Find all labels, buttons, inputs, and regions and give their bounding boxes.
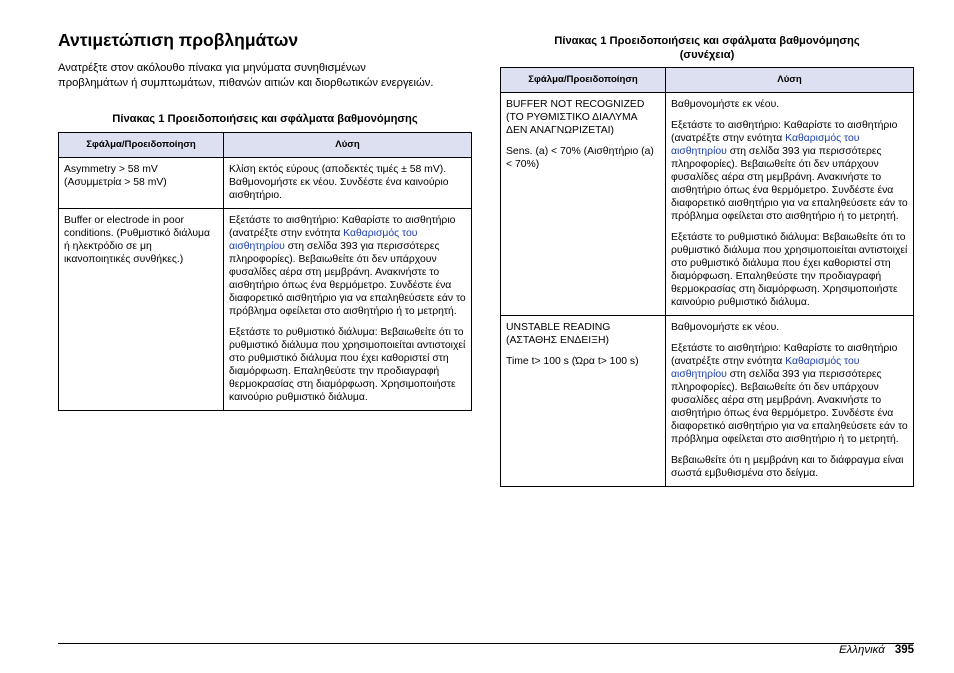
error-cell (501, 316, 666, 487)
solution-text: Εξετάστε το ρυθμιστικό διάλυμα: Βεβαιωθείτε ότι το ρυθμιστικό διάλυμα που χρησιμοποιείται αντιστοιχεί στο ρυθμιστικό διάλυμα που έχει καθοριστεί στη διαμόρφωση. Επαληθεύστε την προδιαγραφή θερμοκρασίας στη διαμόρφωση. Χρησιμοποιήστε καινούριο ρυθμιστικό διάλυμα. (671, 232, 908, 308)
intro-paragraph: Ανατρέξτε στον ακόλουθο πίνακα για μηνύματα συνηθισμένων προβλημάτων ή συμπτωμάτων, πιθανών αιτιών και διορθωτικών ενεργειών. (58, 62, 434, 89)
solution-cell (666, 93, 914, 316)
table-caption-right (500, 34, 914, 62)
solution-text: Κλίση εκτός εύρους (αποδεκτές τιμές ± 58 mV). Βαθμονομήστε εκ νέου. Συνδέστε ένα καινούριο αισθητήριο. (229, 164, 449, 201)
footer-divider (58, 643, 914, 644)
solution-paragraph (671, 119, 908, 223)
solution-text: Βαθμονομήστε εκ νέου. (671, 322, 780, 333)
table-header-row (59, 133, 472, 158)
solution-text: Βαθμονομήστε εκ νέου. (671, 99, 780, 110)
solution-text: στη σελίδα 393 για περισσότερες πληροφορίες). Βεβαιωθείτε ότι δεν υπάρχουν φυσαλίδες αέρα στη μεμβράνη. Ανακινήστε το αισθητήριο όπως ένα θερμόμετρο. Συνδέστε ένα διαφορετικό αισθητήριο για να επαληθεύσετε εάν το πρόβλημα οφείλεται στο αισθητήριο ή το μετρητή. (671, 369, 908, 445)
solution-text: Βεβαιωθείτε ότι η μεμβράνη και το διάφραγμα είναι σωστά εμβυθισμένα στο δείγμα. (671, 455, 904, 479)
solution-text: Εξετάστε το αισθητήριο: Καθαρίστε το αισθητήριο (ανατρέξτε στην ενότητα (229, 215, 456, 239)
error-cell (59, 158, 224, 209)
solution-paragraph (671, 342, 908, 446)
solution-text: Εξετάστε το αισθητήριο: Καθαρίστε το αισθητήριο (ανατρέξτε στην ενότητα (671, 120, 898, 144)
solution-paragraph (671, 321, 908, 334)
error-text: Buffer or electrode in poor conditions. (Ρυθμιστικό διάλυμα ή ηλεκτρόδιο σε μη ικανοποιητικές συνθήκες.) (64, 215, 210, 265)
solution-text: στη σελίδα 393 για περισσότερες πληροφορίες). Βεβαιωθείτε ότι δεν υπάρχουν φυσαλίδες αέρα στη μεμβράνη. Ανακινήστε το αισθητήριο όπως ένα θερμόμετρο. Συνδέστε ένα διαφορετικό αισθητήριο για να επαληθεύσετε εάν το πρόβλημα οφείλεται στο αισθητήριο ή το μετρητή. (229, 241, 466, 317)
error-cell (501, 93, 666, 316)
error-text: Time t> 100 s (Ώρα t> 100 s) (506, 356, 639, 367)
caption-continued: (συνέχεια) (679, 49, 735, 61)
footer-language: Ελληνικά (838, 644, 885, 656)
table-row (501, 316, 914, 487)
solution-cell (224, 158, 472, 209)
solution-text: Εξετάστε το ρυθμιστικό διάλυμα: Βεβαιωθείτε ότι το ρυθμιστικό διάλυμα που χρησιμοποιείται αντιστοιχεί στο ρυθμιστικό διάλυμα που έχει καθοριστεί στη διαμόρφωση. Επαληθεύστε την προδιαγραφή θερμοκρασίας στη διαμόρφωση. Χρησιμοποιήστε καινούριο ρυθμιστικό διάλυμα. (229, 327, 466, 403)
header-error: Σφάλμα/Προειδοποίηση (501, 68, 666, 93)
page-title: Αντιμετώπιση προβλημάτων (58, 30, 299, 50)
calibration-errors-table-continued (500, 67, 914, 487)
page-number: 395 (894, 644, 914, 656)
header-solution: Λύση (224, 133, 472, 158)
error-text: Sens. (a) < 70% (Αισθητήριο (a) < 70%) (506, 146, 654, 170)
table-caption-left: Πίνακας 1 Προειδοποιήσεις και σφάλματα βαθμονόμησης (112, 113, 418, 125)
table-header-row (501, 68, 914, 93)
error-cell (59, 209, 224, 411)
error-text: Asymmetry > 58 mV (Ασυμμετρία > 58 mV) (64, 164, 167, 188)
solution-cell (224, 209, 472, 411)
solution-paragraph (671, 454, 908, 480)
cleaning-section-link[interactable]: Καθαρισμός του αισθητηρίου (229, 228, 418, 252)
table-row (59, 158, 472, 209)
error-text: BUFFER NOT RECOGNIZED (ΤΟ ΡΥΘΜΙΣΤΙΚΟ ΔΙΑΛΥΜΑ ΔΕΝ ΑΝΑΓΝΩΡΙΖΕΤΑΙ) (506, 99, 645, 136)
solution-paragraph (671, 98, 908, 111)
calibration-errors-table (58, 132, 472, 411)
cleaning-section-link[interactable]: Καθαρισμός του αισθητηρίου (671, 356, 860, 380)
solution-paragraph (229, 163, 466, 202)
solution-paragraph (671, 231, 908, 309)
caption-title: Πίνακας 1 Προειδοποιήσεις και σφάλματα βαθμονόμησης (554, 35, 860, 47)
header-error: Σφάλμα/Προειδοποίηση (59, 133, 224, 158)
solution-paragraph (229, 326, 466, 404)
solution-paragraph (229, 214, 466, 318)
page-footer (839, 644, 914, 656)
solution-cell (666, 316, 914, 487)
solution-text: Εξετάστε το αισθητήριο: Καθαρίστε το αισθητήριο (ανατρέξτε στην ενότητα (671, 343, 898, 367)
error-text: UNSTABLE READING (ΑΣΤΑΘΗΣ ΕΝΔΕΙΞΗ) (506, 322, 611, 346)
solution-text: στη σελίδα 393 για περισσότερες πληροφορίες). Βεβαιωθείτε ότι δεν υπάρχουν φυσαλίδες αέρα στη μεμβράνη. Ανακινήστε το αισθητήριο όπως ένα θερμόμετρο. Συνδέστε ένα διαφορετικό αισθητήριο για να επαληθεύσετε εάν το πρόβλημα οφείλεται στο αισθητήριο ή το μετρητή. (671, 146, 908, 222)
header-solution: Λύση (666, 68, 914, 93)
table-row (59, 209, 472, 411)
table-row (501, 93, 914, 316)
cleaning-section-link[interactable]: Καθαρισμός του αισθητηρίου (671, 133, 860, 157)
